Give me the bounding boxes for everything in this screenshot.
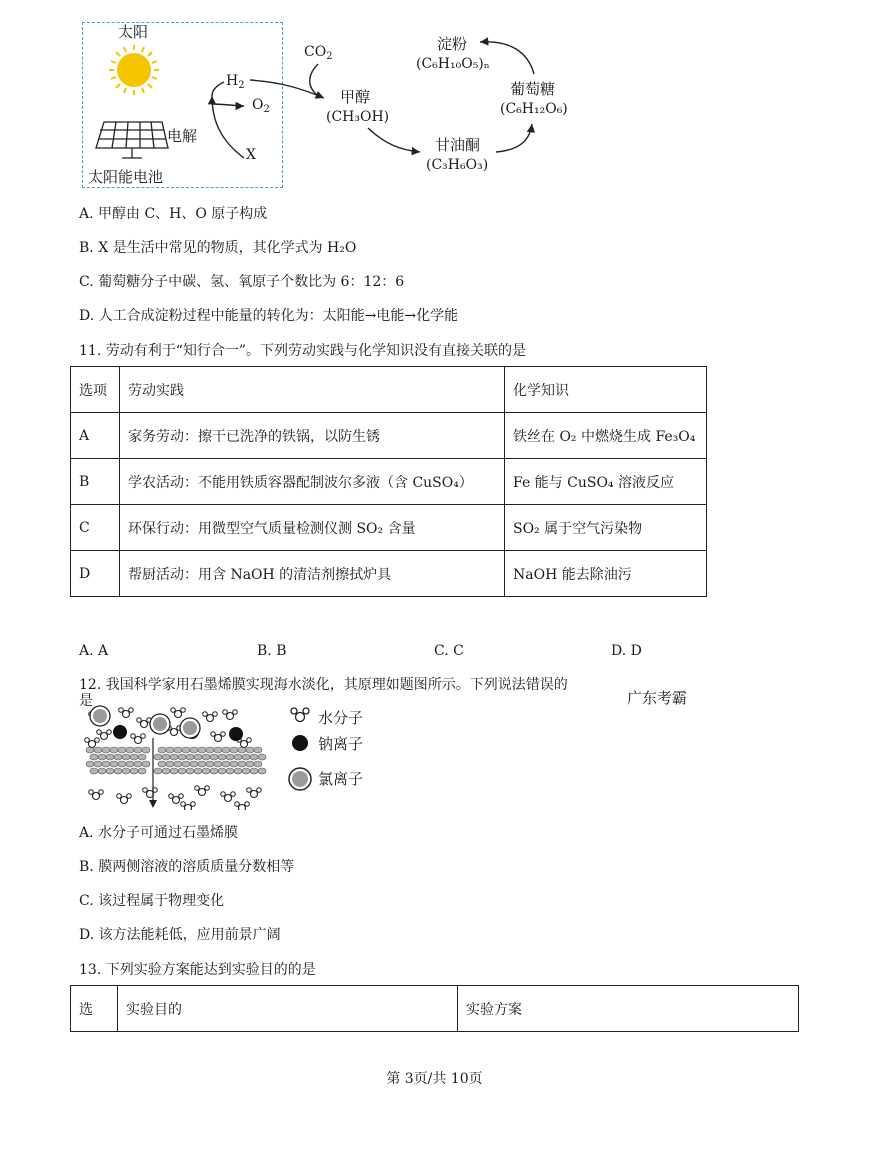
glucose-formula: (C₆H₁₂O₆) <box>500 101 568 117</box>
q11-answer-a[interactable]: A. A <box>79 643 109 659</box>
starch-formula: (C₆H₁₀O₅)ₙ <box>416 56 490 72</box>
table-cell: NaOH 能去除油污 <box>505 551 707 597</box>
starch-label: 淀粉 <box>437 35 468 53</box>
table-cell: 家务劳动：擦干已洗净的铁锅，以防生锈 <box>120 413 505 459</box>
q12-option-a[interactable]: A. 水分子可通过石墨烯膜 <box>79 825 239 841</box>
table-cell: Fe 能与 CuSO₄ 溶液反应 <box>505 459 707 505</box>
dha-label: 甘油酮 <box>435 136 481 154</box>
q11-stem: 11. 劳动有利于“知行合一”。下列劳动实践与化学知识没有直接关联的是 <box>79 343 527 359</box>
table-cell: A <box>71 413 120 459</box>
table-row <box>71 413 707 459</box>
solar-panel-label: 太阳能电池 <box>88 168 164 186</box>
table-cell: 环保行动：用微型空气质量检测仪测 SO₂ 含量 <box>120 505 505 551</box>
dha-formula: (C₃H₆O₃) <box>426 157 489 173</box>
glucose-label: 葡萄糖 <box>510 80 556 98</box>
table-header-cell: 实验方案 <box>458 986 799 1032</box>
table-cell: 学农活动：不能用铁质容器配制波尔多液（含 CuSO₄） <box>120 459 505 505</box>
sun-icon <box>109 45 159 95</box>
table-cell: 铁丝在 O₂ 中燃烧生成 Fe₃O₄ <box>505 413 707 459</box>
legend-sodium: 钠离子 <box>318 735 364 753</box>
table-header-cell: 选 <box>71 986 118 1032</box>
table-row <box>71 505 707 551</box>
table-row <box>71 459 707 505</box>
electrolysis-label: 电解 <box>167 127 198 145</box>
watermark: 广东考霸 <box>627 689 688 707</box>
table-cell: D <box>71 551 120 597</box>
table-cell: C <box>71 505 120 551</box>
q10-option-d[interactable]: D. 人工合成淀粉过程中能量的转化为：太阳能→电能→化学能 <box>79 308 459 324</box>
solar-panel-icon <box>96 122 168 158</box>
q11-answer-b[interactable]: B. B <box>257 643 287 659</box>
q10-option-c[interactable]: C. 葡萄糖分子中碳、氢、氧原子个数比为 6：12：6 <box>79 274 405 290</box>
table-header-cell: 化学知识 <box>505 367 707 413</box>
table-header-cell: 选项 <box>71 367 120 413</box>
legend-icons <box>286 706 316 796</box>
q12-stem-line2: 是 <box>79 693 93 709</box>
sodium-ion-icon <box>292 735 308 751</box>
q10-option-b[interactable]: B. X 是生活中常见的物质，其化学式为 H₂O <box>79 240 357 256</box>
chloride-ion-icon <box>289 768 311 790</box>
q12-stem-line1: 12. 我国科学家用石墨烯膜实现海水淡化，其原理如题图所示。下列说法错误的 <box>79 677 568 693</box>
page-footer: 第 3页/共 10页 <box>386 1071 483 1087</box>
sun-label: 太阳 <box>118 23 149 41</box>
q12-option-b[interactable]: B. 膜两侧溶液的溶质质量分数相等 <box>79 859 295 875</box>
q11-table <box>70 366 707 597</box>
table-header-cell: 劳动实践 <box>120 367 505 413</box>
methanol-label: 甲醇 <box>340 88 371 106</box>
table-cell: SO₂ 属于空气污染物 <box>505 505 707 551</box>
legend-water: 水分子 <box>318 709 364 727</box>
methanol-formula: (CH₃OH) <box>326 109 390 125</box>
q10-option-a[interactable]: A. 甲醇由 C、H、O 原子构成 <box>79 206 268 222</box>
table-header-cell: 实验目的 <box>118 986 458 1032</box>
co2-label: $CO_2$ <box>304 44 333 62</box>
q12-option-d[interactable]: D. 该方法能耗低，应用前景广阔 <box>79 927 281 943</box>
q13-table <box>70 985 799 1032</box>
x-label: X <box>246 147 256 163</box>
table-row <box>71 551 707 597</box>
water-molecule-icon <box>291 708 309 722</box>
q11-answer-d[interactable]: D. D <box>611 643 642 659</box>
table-header-row <box>71 367 707 413</box>
graphene-membrane-diagram <box>78 700 268 810</box>
o2-label: $O_2$ <box>252 97 270 115</box>
table-header-row <box>71 986 799 1032</box>
q13-stem: 13. 下列实验方案能达到实验目的的是 <box>79 962 316 978</box>
h2-label: $H_2$ <box>226 73 245 91</box>
legend-chloride: 氯离子 <box>318 770 364 788</box>
q11-answer-c[interactable]: C. C <box>434 643 464 659</box>
table-cell: 帮厨活动：用含 NaOH 的清洁剂擦拭炉具 <box>120 551 505 597</box>
q12-option-c[interactable]: C. 该过程属于物理变化 <box>79 893 225 909</box>
table-cell: B <box>71 459 120 505</box>
